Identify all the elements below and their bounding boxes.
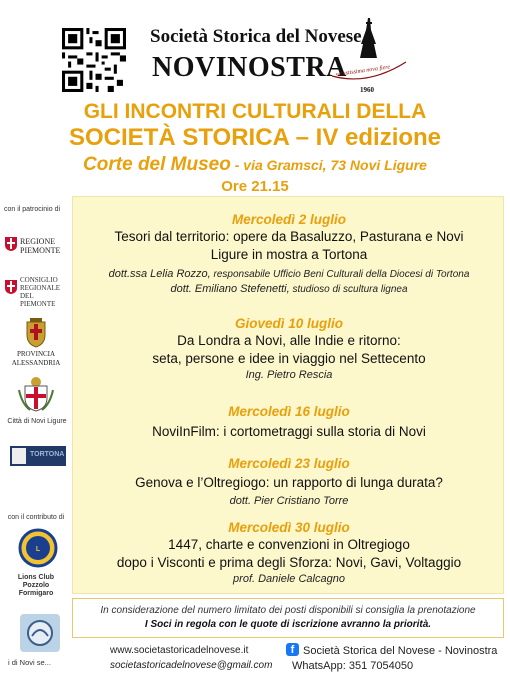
tortona-logo xyxy=(10,446,66,466)
event-title-line-2: Ligure in mostra a Tortona xyxy=(210,247,368,262)
facebook-page[interactable]: Società Storica del Novese - Novinostra xyxy=(303,645,498,657)
title-line-1: GLI INCONTRI CULTURALI DELLA xyxy=(83,100,427,123)
provincia-line-1: PROVINCIA xyxy=(16,350,56,358)
venue xyxy=(0,154,510,176)
event-date: Mercoledì 23 luglio xyxy=(228,456,350,471)
lions-emblem-icon xyxy=(18,528,58,568)
provincia-crest-icon xyxy=(24,318,48,348)
event-3 xyxy=(73,403,505,441)
consiglio-line-3: DEL PIEMONTE xyxy=(20,292,56,308)
friends-logo xyxy=(20,614,60,652)
consiglio-regionale-logo xyxy=(4,276,70,308)
event-title-line-1: Da Londra a Novi, alle Indie e ritorno: xyxy=(177,333,401,348)
event-time: Ore 21.15 xyxy=(221,178,289,195)
speaker-name: dott. Emiliano Stefenetti, xyxy=(170,283,290,295)
program-box xyxy=(72,196,504,594)
friends-emblem-icon xyxy=(20,614,60,652)
reservation-notice xyxy=(72,598,504,638)
society-logo xyxy=(330,14,408,94)
event-title-line-1: Tesori dal territorio: opere da Basaluzzo, Pasturana e Novi xyxy=(114,229,464,244)
citta-label: Città di Novi Ligure xyxy=(7,418,67,425)
tortona-label: TORTONA xyxy=(30,451,65,458)
event-5 xyxy=(73,519,505,587)
event-speaker: Ing. Pietro Rescia xyxy=(245,369,333,381)
svg-text:vetustissima nova fiere: vetustissima nova fiere xyxy=(335,64,391,78)
provincia-line-2: ALESSANDRIA xyxy=(11,359,61,367)
event-speaker-2 xyxy=(73,282,505,297)
event-1 xyxy=(73,211,505,297)
patronage-label: con il patrocinio di xyxy=(3,206,61,213)
event-date: Mercoledì 30 luglio xyxy=(228,520,350,535)
lions-label: Lions Club Pozzolo Formigaro xyxy=(17,574,55,597)
event-title-line-1: Genova e l’Oltregiogo: un rapporto di lunga durata? xyxy=(135,475,443,490)
event-speaker: dott. Pier Cristiano Torre xyxy=(229,495,349,507)
event-title-line-2: dopo i Visconti e prima degli Sforza: Novi, Gavi, Voltaggio xyxy=(116,555,462,570)
whatsapp-contact[interactable]: WhatsApp: 351 7054050 xyxy=(292,660,414,672)
qr-code xyxy=(62,28,126,92)
bottom-left-caption: i di Novi se... xyxy=(8,658,51,667)
event-date: Mercoledì 16 luglio xyxy=(228,404,350,419)
event-title-line-1: 1447, charte e convenzioni in Oltregiogo xyxy=(168,537,410,552)
event-speaker-1 xyxy=(73,267,505,282)
notice-line-2: I Soci in regola con le quote di iscrizione avranno la priorità. xyxy=(144,619,432,630)
svg-text:L: L xyxy=(35,546,41,553)
venue-address: - via Gramsci, 73 Novi Ligure xyxy=(230,157,427,173)
facebook-icon[interactable]: f xyxy=(286,643,299,656)
speaker-role: responsabile Ufficio Beni Culturali della Diocesi di Tortona xyxy=(210,269,470,280)
website-link[interactable]: www.societastoricadelnovese.it xyxy=(110,645,249,656)
contributo-label: con il contributo di xyxy=(7,514,65,521)
consiglio-line-1: CONSIGLIO xyxy=(20,276,58,284)
event-date: Giovedì 10 luglio xyxy=(234,316,344,331)
regione-piemonte-logo xyxy=(4,234,68,254)
notice-line-1: In considerazione del numero limitato dei posti disponibili si consiglia la prenotazione xyxy=(100,605,476,616)
speaker-name: dott.ssa Lelia Rozzo, xyxy=(108,268,211,280)
brand-name: NOVINOSTRA xyxy=(152,52,347,83)
city-crest-icon xyxy=(16,376,56,412)
consiglio-shield-icon xyxy=(4,279,18,295)
venue-name: Corte del Museo xyxy=(83,154,231,175)
speaker-role: studioso di scultura lignea xyxy=(289,284,408,295)
event-4 xyxy=(73,455,505,509)
provincia-alessandria-logo xyxy=(6,318,66,372)
lions-club-logo xyxy=(18,528,58,568)
consiglio-line-2: REGIONALE xyxy=(20,284,61,292)
piemonte-shield-icon xyxy=(4,236,18,252)
email-link[interactable]: societastoricadelnovese@gmail.com xyxy=(110,660,273,671)
event-title-line-2: seta, persone e idee in viaggio nel Settecento xyxy=(152,351,426,366)
event-title-line-1: NoviInFilm: i cortometraggi sulla storia di Novi xyxy=(152,424,426,439)
event-2 xyxy=(73,315,505,383)
novi-ligure-crest xyxy=(10,376,62,412)
event-speaker: prof. Daniele Calcagno xyxy=(233,573,345,585)
event-date: Mercoledì 2 luglio xyxy=(231,212,347,227)
regione-label: REGIONE PIEMONTE xyxy=(20,237,61,255)
society-name: Società Storica del Novese xyxy=(150,26,362,47)
svg-text:1960: 1960 xyxy=(360,86,374,94)
title-line-2: SOCIETÀ STORICA – IV edizione xyxy=(68,124,442,151)
